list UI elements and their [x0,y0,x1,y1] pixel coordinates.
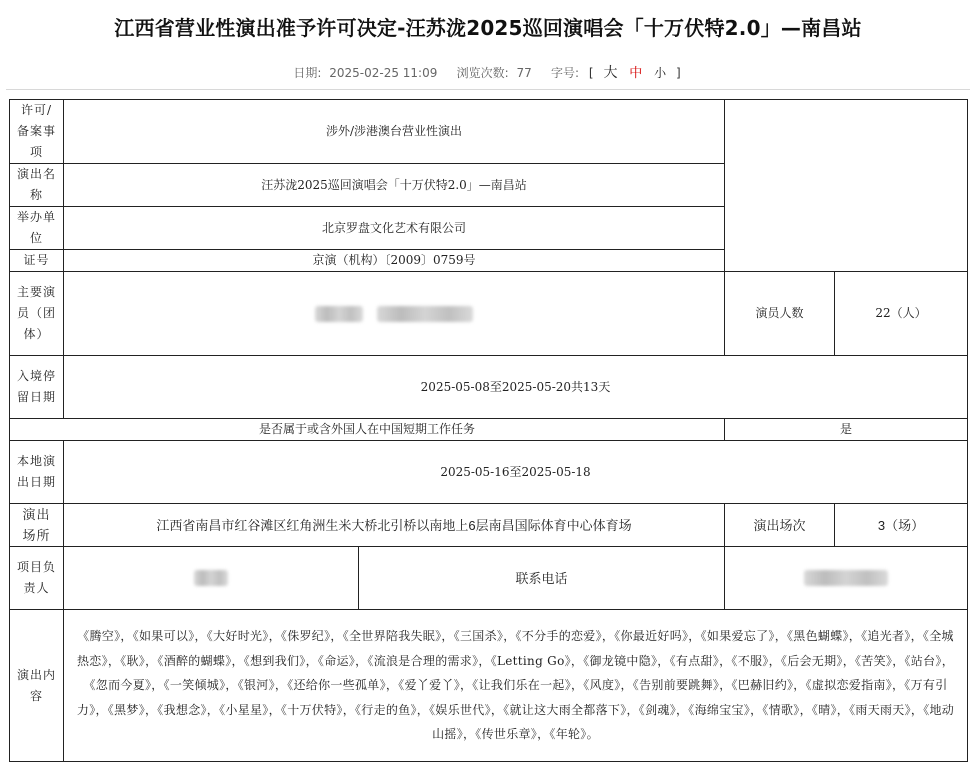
content-label: 演出内容 [10,610,64,762]
performer-count-label: 演员人数 [725,272,835,356]
name-label: 演出名称 [10,164,64,207]
foreign-work-value: 是 [725,419,968,441]
table-row [10,610,968,762]
stay-label: 入境停留日期 [10,356,64,419]
table-row [10,356,968,419]
font-size-small-button[interactable]: 小 [654,66,667,80]
local-dates-value: 2025-05-16至2025-05-18 [64,441,968,504]
name-value: 汪苏泷2025巡回演唱会「十万伏特2.0」—南昌站 [64,164,725,207]
manager-value-redacted [64,547,359,610]
redacted-text [377,306,473,322]
sessions-value: 3（场） [835,504,968,547]
font-size-label: 字号: [551,66,580,80]
performer-count-value: 22（人） [835,272,968,356]
organizer-label: 举办单位 [10,207,64,250]
venue-label: 演出场所 [10,504,64,547]
redacted-text [194,570,228,586]
font-size-selector [587,66,683,80]
page-title: 江西省营业性演出准予许可决定-汪苏泷2025巡回演唱会「十万伏特2.0」—南昌站 [114,16,862,40]
organizer-value: 北京罗盘文化艺术有限公司 [64,207,725,250]
date-label: 日期: [293,66,322,80]
font-size-large-button[interactable]: 大 [603,65,618,81]
table-row [10,100,968,164]
license-label: 证号 [10,250,64,272]
redacted-text [804,570,888,586]
table-row [10,504,968,547]
empty-cell [725,100,968,272]
phone-label: 联系电话 [359,547,725,610]
table-row [10,441,968,504]
date-value: 2025-02-25 11:09 [329,66,438,80]
stay-value: 2025-05-08至2025-05-20共13天 [64,356,968,419]
performer-value-redacted [64,272,725,356]
content-value: 《腾空》，《如果可以》，《大好时光》，《侏罗纪》，《全世界陪我失眠》，《三国杀》，《不分手的恋爱》，《你最近好吗》，《如果爱忘了》，《黑色蝴蝶》，《追光者》，《全城热恋》，《耿》，《酒醉的蝴蝶》，《想到我们》，《命运》，《流浪是合理的需求》，《Letting Go》，《御龙镜中隐》，《有点甜》，《不服》，《后会无期》，《苦笑》，《站台》，《忽而今夏》，《一笑倾城》，《银河》，《还给你一些孤单》，《爱丫爱丫》，《让我们乐在一起》，《风度》，《告别前要跳舞》，《巴赫旧约》，《虚拟恋爱指南》，《万有引力》，《黑梦》，《我想念》，《小星星》，《十万伏特》，《行走的鱼》，《娱乐世代》，《就让这大雨全都落下》，《剑魂》，《海绵宝宝》，《情歌》，《晴》，《雨天雨天》，《地动山摇》，《传世乐章》，《年轮》。 [64,610,968,762]
article-meta [0,62,976,82]
bracket-close: ] [675,66,681,80]
manager-label: 项目负责人 [10,547,64,610]
sessions-label: 演出场次 [725,504,835,547]
font-size-medium-button[interactable]: 中 [629,66,643,81]
table-row [10,419,968,441]
license-table [9,99,968,762]
bracket-open: [ [588,66,594,80]
views-label: 浏览次数: [456,66,509,80]
redacted-text [315,306,363,322]
phone-value-redacted [725,547,968,610]
table-row [10,272,968,356]
table-row [10,547,968,610]
views-value: 77 [516,66,532,80]
venue-value: 江西省南昌市红谷滩区红角洲生米大桥北引桥以南地上6层南昌国际体育中心体育场 [64,504,725,547]
foreign-work-label: 是否属于或含外国人在中国短期工作任务 [10,419,725,441]
local-dates-label: 本地演出日期 [10,441,64,504]
performer-label: 主要演员（团体） [10,272,64,356]
item-value: 涉外/涉港澳台营业性演出 [64,100,725,164]
item-label: 许可/备案事项 [10,100,64,164]
license-value: 京演（机构）〔2009〕0759号 [64,250,725,272]
header-divider [6,89,970,90]
